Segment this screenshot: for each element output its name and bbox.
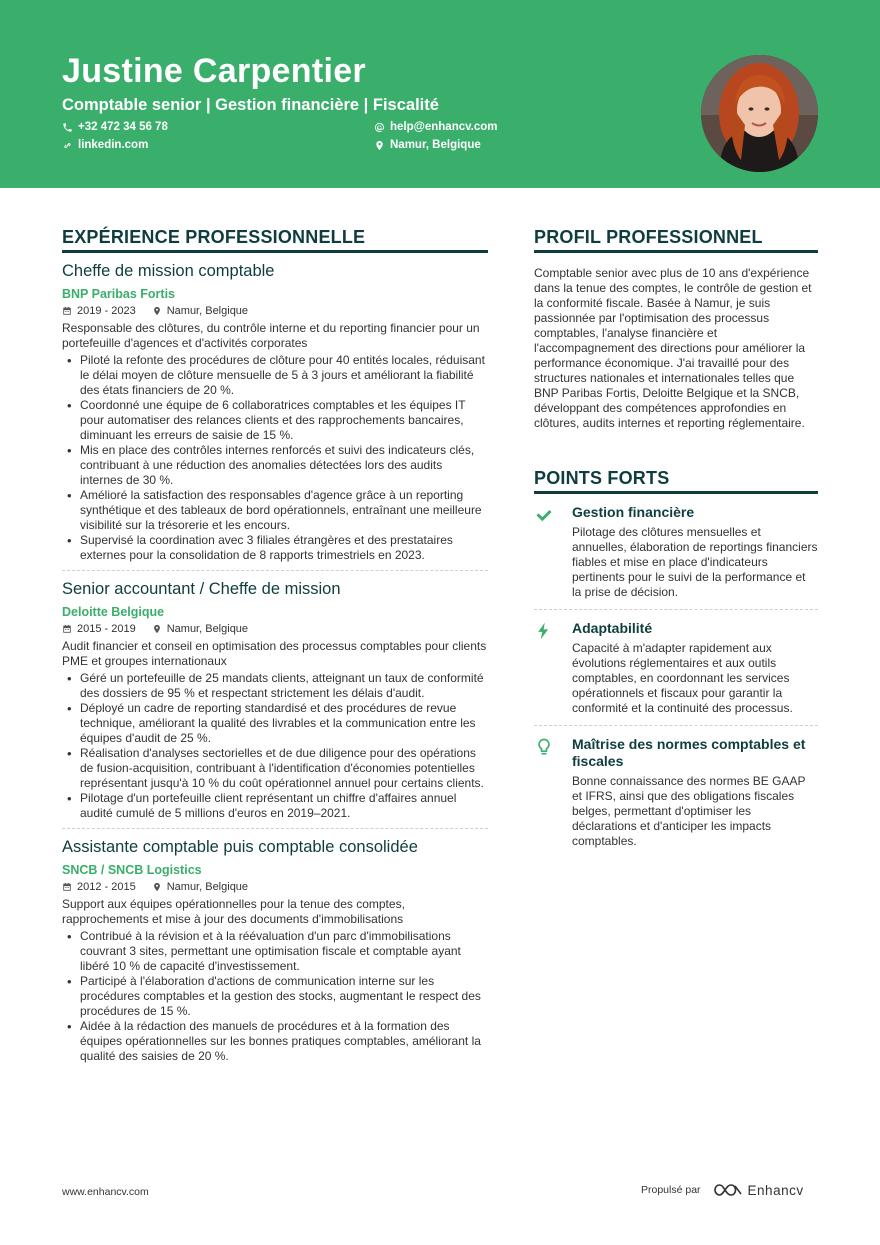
strength-item [534,494,818,609]
brand-logo[interactable] [713,1182,804,1198]
job-bullets [62,929,488,1064]
job-location-group [152,305,248,317]
candidate-headline: Comptable senior | Gestion financière | Fiscalité [62,96,439,114]
job-summary: Support aux équipes opérationnelles pour la tenue des comptes, rapprochements et mise à jour des documents d'immobilisations [62,897,405,926]
job-title: Cheffe de mission comptable [62,262,275,280]
resume-header [0,0,880,188]
job-bullet: • Amélioré la satisfaction des responsables d'agence grâce à un reporting synthétique et des tableaux de bord opérationnels, entraînant une meilleure visibilité sur la trésorerie et les encours. [62,488,488,533]
location-pin-icon [374,140,385,151]
left-column [62,227,488,1071]
right-column [534,227,818,858]
job-bullet: • Géré un portefeuille de 25 mandats clients, atteignant un taux de conformité des dossiers de 95 % et respectant strictement les délais d'audit. [62,671,488,701]
contact-email-text: help@enhancv.com [390,121,498,133]
job-company: SNCB / SNCB Logistics [62,863,202,877]
footer-branding [641,1182,804,1198]
strength-description: Pilotage des clôtures mensuelles et annuelles, élaboration de reportings financiers fiables et mise en place d'indicateurs pertinents pour le suivi de la performance et la prise de décision. [572,525,818,599]
profile-summary: Comptable senior avec plus de 10 ans d'expérience dans la tenue des comptes, le contrôle de gestion et la conformité fiscale. Basée à Namur, je suis passionnée par l'optimisation des processus comptables, l'analyse financière et l'accompagnement des directions pour améliorer la performance économique. J'ai travaillé pour des structures nationales et internationales telles que BNP Paribas Fortis, Deloitte Belgique et la SNCB, développant des compétences approfondies en clôtures, audits internes et reporting réglementaire. [534,266,812,430]
job-bullet: • Aidée à la rédaction des manuels de procédures et à la formation des équipes opérationnelles sur les bonnes pratiques comptables, améliorant la qualité des saisies de 20 %. [62,1019,488,1064]
at-icon [374,122,385,133]
footer-url[interactable]: www.enhancv.com [62,1186,149,1198]
job-bullets [62,353,488,563]
contact-location-text: Namur, Belgique [390,139,481,151]
profile-section-title: PROFIL PROFESSIONNEL [534,227,818,253]
strength-item [534,725,818,858]
powered-by-label: Propulsé par [641,1184,701,1196]
job-bullet: • Pilotage d'un portefeuille client représentant un chiffre d'affaires annuel audité cumulé de 5 millions d'euros en 2019–2021. [62,791,488,821]
contact-location [374,139,481,151]
job-bullet: • Supervisé la coordination avec 3 filiales étrangères et des prestataires externes pour la consolidation de 8 rapports trimestriels en 2023. [62,533,488,563]
job-location: Namur, Belgique [166,623,249,635]
experience-section-title: EXPÉRIENCE PROFESSIONNELLE [62,227,488,253]
avatar [701,55,818,172]
job-meta [62,881,488,893]
contact-email[interactable] [374,121,498,133]
calendar-icon [62,306,72,316]
brand-name: Enhancv [747,1182,804,1198]
strength-item [534,609,818,725]
job-company: Deloitte Belgique [62,605,165,619]
strength-description: Capacité à m'adapter rapidement aux évolutions réglementaires et aux outils comptables, en coordonnant les services opérationnels et fiscaux pour garantir la conformité et la continuité des processus. [572,641,793,715]
job-location-group [152,881,248,893]
job-title: Assistante comptable puis comptable consolidée [62,838,418,856]
contact-linkedin-text: linkedin.com [78,139,149,151]
job-meta [62,623,488,635]
location-pin-icon [152,882,162,892]
job-dates: 2012 - 2015 [77,881,136,893]
strength-description: Bonne connaissance des normes BE GAAP et IFRS, ainsi que des obligations fiscales belges, permettant d'optimiser les déclarations et d'anticiper les impacts comptables. [572,774,806,848]
job-dates: 2015 - 2019 [77,623,136,635]
candidate-name: Justine Carpentier [62,52,366,90]
job-location: Namur, Belgique [166,305,249,317]
contact-phone[interactable] [62,121,168,133]
lightning-icon [534,621,554,641]
enhancv-logo-icon [713,1182,743,1198]
job-bullet: • Coordonné une équipe de 6 collaboratrices comptables et les équipes IT pour automatiser des relances clients et des rapprochements bancaires, diminuant les erreurs de saisie de 15 %. [62,398,488,443]
check-icon [534,505,554,525]
strengths-section-title: POINTS FORTS [534,468,818,494]
job-bullet: • Contribué à la révision et à la réévaluation d'un parc d'immobilisations couvrant 3 sites, permettant une optimisation fiscale et comptable ayant libéré 10 % de capacité d'investissement. [62,929,488,974]
job-dates: 2019 - 2023 [77,305,136,317]
phone-icon [62,122,73,133]
job-company: BNP Paribas Fortis [62,287,176,301]
job-bullet: • Réalisation d'analyses sectorielles et de due diligence pour des opérations de fusion-acquisition, contribuant à l'identification d'économies potentielles représentant jusqu'à 10 % du coût opérationnel annuel pour certains clients. [62,746,488,791]
job-title: Senior accountant / Cheffe de mission [62,580,341,598]
job-location: Namur, Belgique [166,881,249,893]
calendar-icon [62,882,72,892]
strength-icon-wrap [534,504,572,600]
strength-title: Gestion financière [572,504,695,520]
contact-phone-text: +32 472 34 56 78 [78,121,168,133]
location-pin-icon [152,306,162,316]
job-bullet: • Mis en place des contrôles internes renforcés et suivi des indicateurs clés, contribuant à une réduction des anomalies détectées lors des audits internes de 30 %. [62,443,488,488]
job-location-group [152,623,248,635]
job-bullets [62,671,488,821]
job-bullet: • Déployé un cadre de reporting standardisé et des procédures de revue technique, améliorant la qualité des livrables et la communication entre les équipes d'audit de 25 %. [62,701,488,746]
strength-icon-wrap [534,620,572,716]
lightbulb-icon [534,737,554,757]
job-meta [62,305,488,317]
job-entry [62,570,488,828]
calendar-icon [62,624,72,634]
location-pin-icon [152,624,162,634]
contact-linkedin[interactable] [62,139,148,151]
job-entry [62,828,488,1071]
job-bullet: • Piloté la refonte des procédures de clôture pour 40 entités locales, réduisant le délai moyen de clôture mensuelle de 5 à 3 jours et améliorant la fiabilité des états financiers de 20 %. [62,353,488,398]
strength-icon-wrap [534,736,572,849]
job-entry [62,262,488,570]
job-summary: Responsable des clôtures, du contrôle interne et du reporting financier pour un portefeuille d'agences et d'activités corporates [62,321,480,350]
job-summary: Audit financier et conseil en optimisation des processus comptables pour clients PME et groupes internationaux [62,639,487,668]
link-icon [62,140,73,151]
job-bullet: • Participé à l'élaboration d'actions de communication interne sur les procédures comptables et la gestion des stocks, augmentant le respect des procédures de 15 %. [62,974,488,1019]
strength-title: Adaptabilité [572,620,653,636]
strength-title: Maîtrise des normes comptables et fiscales [572,736,806,769]
